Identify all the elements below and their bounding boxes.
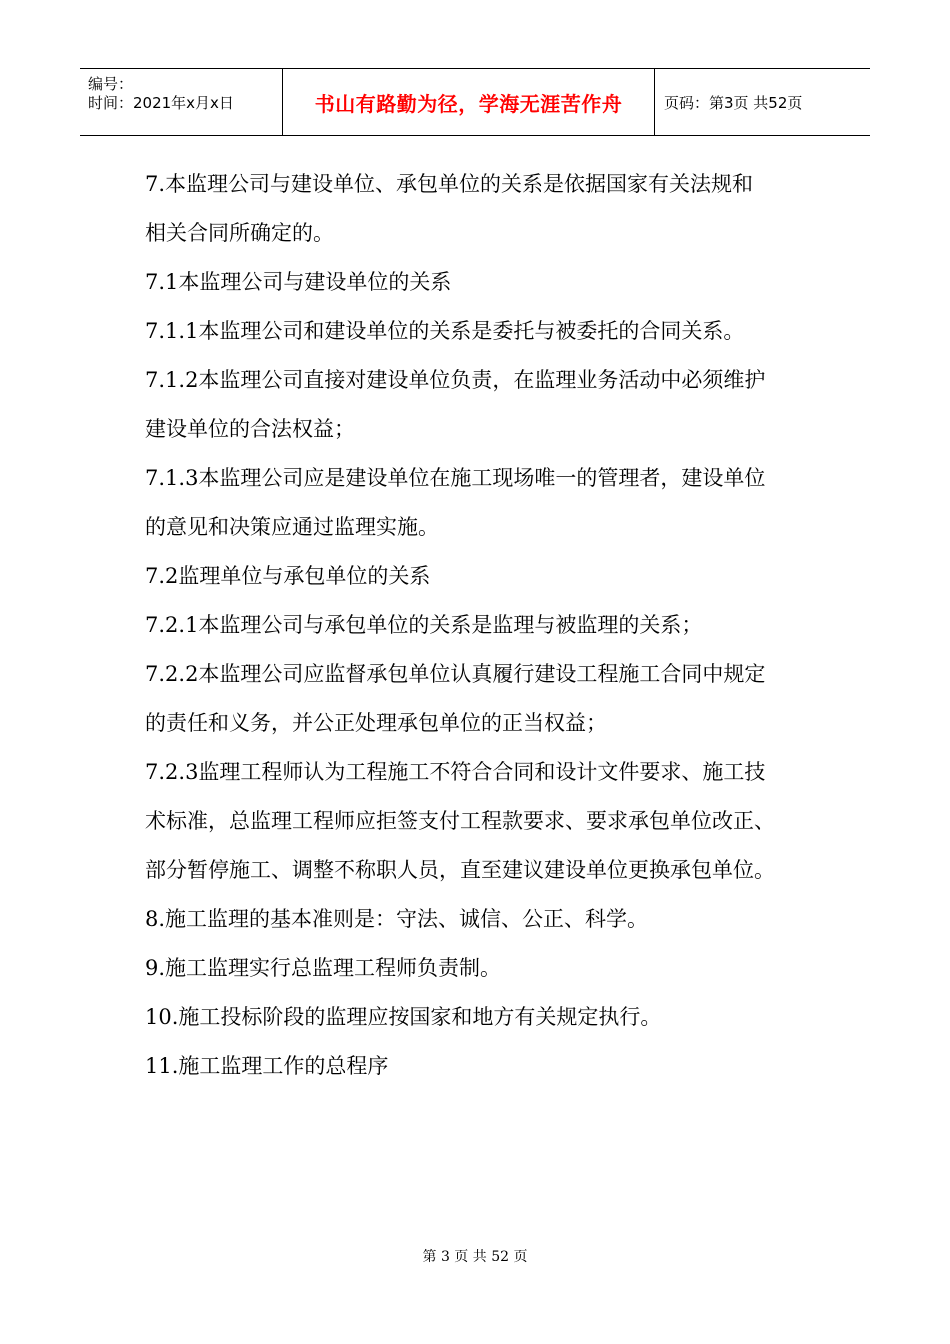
text-line: 部分暂停施工、调整不称职人员，直至建议建设单位更换承包单位。 bbox=[145, 858, 775, 882]
text-line: 10.施工投标阶段的监理应按国家和地方有关规定执行。 bbox=[145, 1005, 662, 1029]
text-line: 7.2.2本监理公司应监督承包单位认真履行建设工程施工合同中规定 bbox=[145, 662, 766, 686]
text-line: 7.2监理单位与承包单位的关系 bbox=[145, 564, 431, 588]
text-line: 8.施工监理的基本准则是：守法、诚信、公正、科学。 bbox=[145, 907, 649, 931]
text-line: 建设单位的合法权益； bbox=[145, 417, 355, 441]
document-body bbox=[145, 160, 835, 1091]
text-line: 9.施工监理实行总监理工程师负责制。 bbox=[145, 956, 502, 980]
header-meta bbox=[88, 75, 234, 113]
text-line: 的意见和决策应通过监理实施。 bbox=[145, 515, 439, 539]
document-date: 时间：2021年x月x日 bbox=[88, 94, 234, 112]
header-page-info: 页码：第3页 共52页 bbox=[664, 94, 803, 112]
text-line: 11.施工监理工作的总程序 bbox=[145, 1054, 389, 1078]
page-header bbox=[80, 68, 870, 136]
text-line: 7.1本监理公司与建设单位的关系 bbox=[145, 270, 452, 294]
text-line: 7.本监理公司与建设单位、承包单位的关系是依据国家有关法规和 bbox=[145, 172, 754, 196]
page-footer: 第 3 页 共 52 页 bbox=[422, 1249, 528, 1265]
text-line: 7.1.3本监理公司应是建设单位在施工现场唯一的管理者，建设单位 bbox=[145, 466, 766, 490]
text-line: 7.1.1本监理公司和建设单位的关系是委托与被委托的合同关系。 bbox=[145, 319, 745, 343]
text-line: 7.1.2本监理公司直接对建设单位负责，在监理业务活动中必须维护 bbox=[145, 368, 766, 392]
text-line: 术标准，总监理工程师应拒签支付工程款要求、要求承包单位改正、 bbox=[145, 809, 775, 833]
text-line: 7.2.1本监理公司与承包单位的关系是监理与被监理的关系； bbox=[145, 613, 703, 637]
header-divider bbox=[654, 69, 655, 136]
text-line: 的责任和义务，并公正处理承包单位的正当权益； bbox=[145, 711, 607, 735]
document-number-label: 编号： bbox=[88, 75, 134, 93]
text-line: 相关合同所确定的。 bbox=[145, 221, 334, 245]
text-line: 7.2.3监理工程师认为工程施工不符合合同和设计文件要求、施工技 bbox=[145, 760, 766, 784]
header-motto: 书山有路勤为径，学海无涯苦作舟 bbox=[314, 92, 623, 116]
